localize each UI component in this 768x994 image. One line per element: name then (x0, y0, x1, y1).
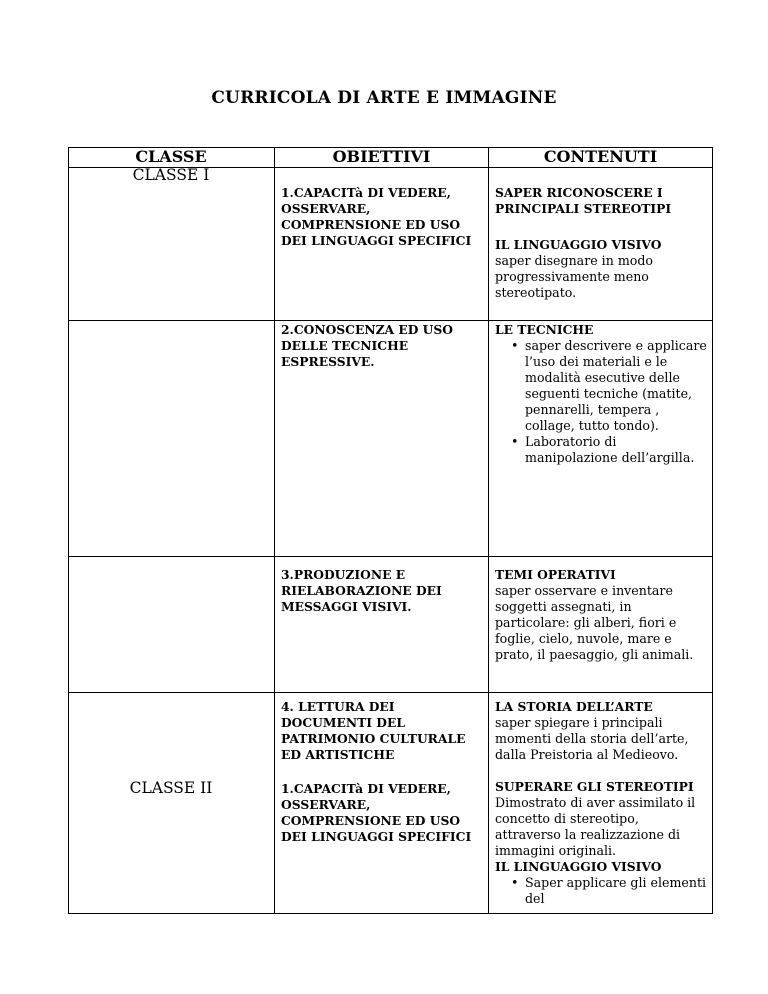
content-text: saper disegnare in modo progressivamente meno stereotipato. (495, 253, 653, 300)
objective-4: 4. LETTURA DEI DOCUMENTI DEL PATRIMONIO CULTURALE ED ARTISTICHE (281, 699, 466, 762)
content-heading: SUPERARE GLI STEREOTIPI (495, 779, 694, 794)
header-obiettivi: OBIETTIVI (332, 147, 431, 166)
objective-1: 1.CAPACITà DI VEDERE, OSSERVARE, COMPRENSIONE ED USO DEI LINGUAGGI SPECIFICI (281, 185, 472, 248)
content-3 (495, 567, 707, 663)
class-label-second: CLASSE II (129, 779, 213, 797)
content-2 (495, 322, 707, 466)
document-title: CURRICOLA DI ARTE E IMMAGINE (211, 88, 557, 108)
content-text: saper spiegare i principali momenti della storia dell’arte, dalla Preistoria al Medieovo. (495, 715, 689, 762)
content-heading: SAPER RICONOSCERE I PRINCIPALI STEREOTIPI (495, 185, 672, 216)
header-contenuti: CONTENUTI (543, 147, 658, 166)
class-label-first: CLASSE I (132, 166, 210, 184)
content-text: saper osservare e inventare soggetti assegnati, in particolare: gli alberi, fiori e foglie, cielo, nuvole, mare e prato, il paesaggio, gli animali. (495, 583, 694, 662)
content-heading: TEMI OPERATIVI (495, 567, 616, 582)
content-heading: LA STORIA DELL’ARTE (495, 699, 653, 714)
objective-5: 1.CAPACITà DI VEDERE, OSSERVARE, COMPRENSIONE ED USO DEI LINGUAGGI SPECIFICI (281, 781, 472, 844)
content-1 (495, 185, 707, 301)
objective-2: 2.CONOSCENZA ED USO DELLE TECNICHE ESPRESSIVE. (281, 322, 454, 369)
objective-3: 3.PRODUZIONE E RIELABORAZIONE DEI MESSAGGI VISIVI. (281, 567, 442, 614)
content-5 (495, 779, 707, 907)
header-classe: CLASSE (135, 147, 207, 166)
content-heading: LE TECNICHE (495, 322, 594, 337)
list-item: • Laboratorio di manipolazione dell’argilla. (481, 434, 707, 466)
content-heading: IL LINGUAGGIO VISIVO (495, 237, 662, 252)
content-text: Dimostrato di aver assimilato il concetto di stereotipo, attraverso la realizzazione di immagini originali. (495, 795, 696, 858)
list-item: • saper descrivere e applicare l’uso dei materiali e le modalità esecutive delle seguenti tecniche (matite, pennarelli, tempera , collage, tutto tondo). (481, 338, 707, 434)
content-4 (495, 699, 707, 763)
list-item: • Saper applicare gli elementi del (481, 875, 707, 907)
content-heading: IL LINGUAGGIO VISIVO (495, 859, 662, 874)
